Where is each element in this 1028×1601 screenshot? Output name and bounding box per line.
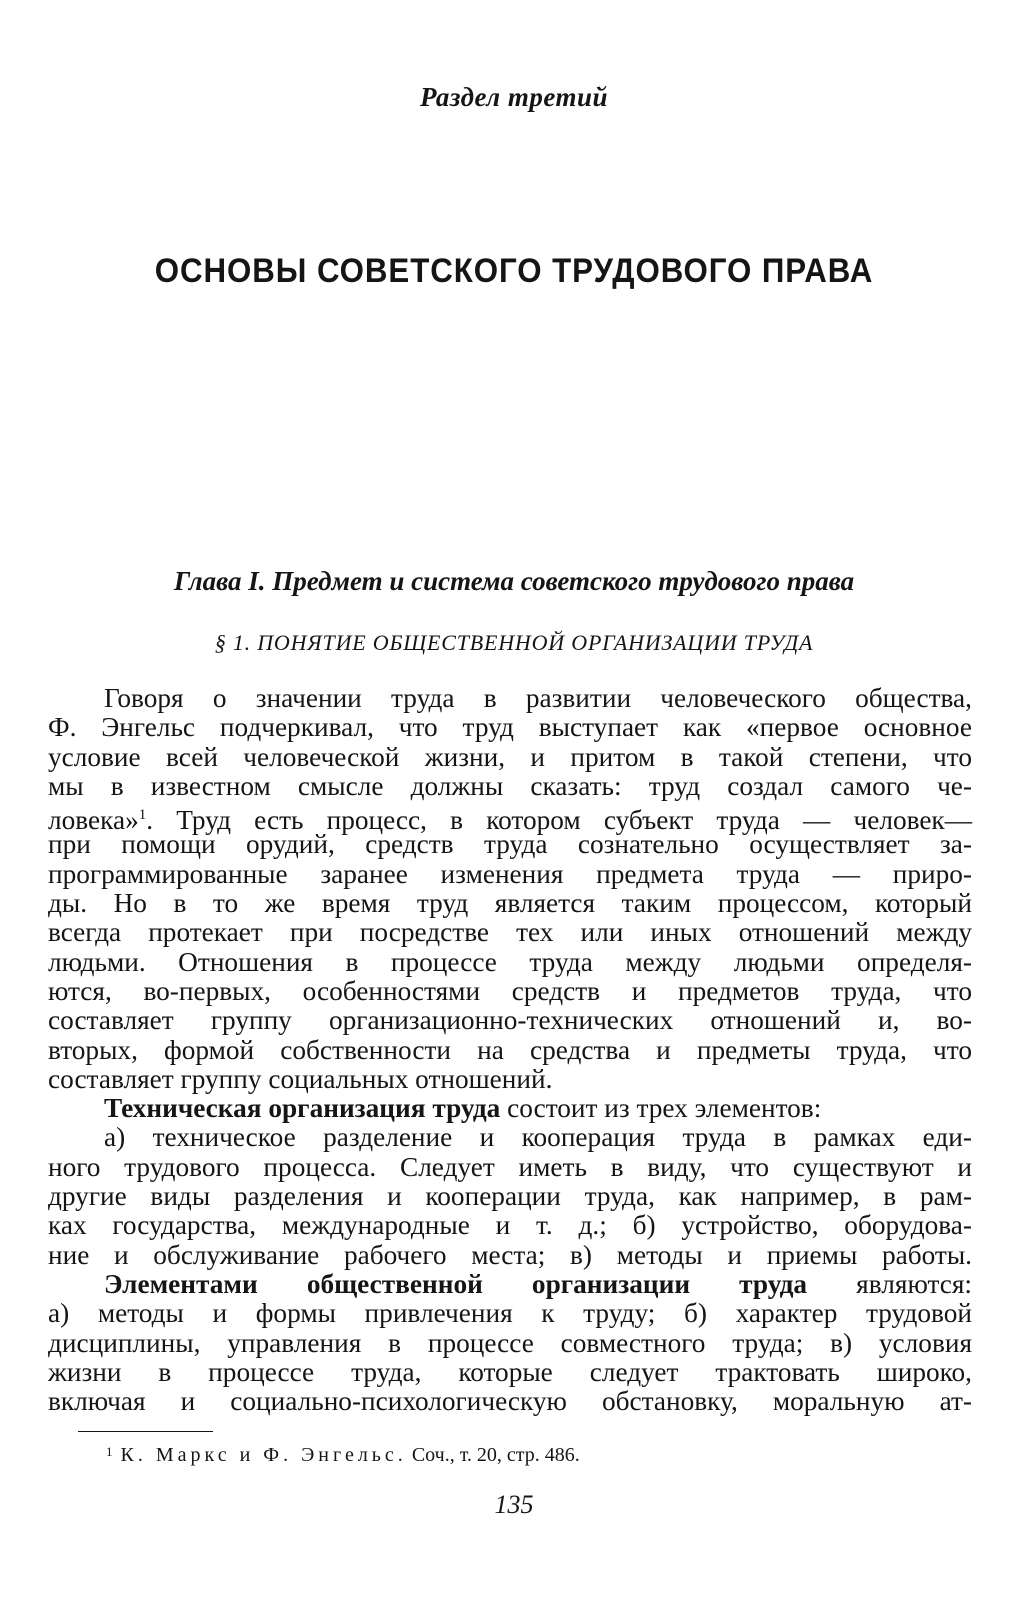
text-line: ного трудового процесса. Следует иметь в виду, что существуют и (48, 1151, 972, 1182)
text-line: а) техническое разделение и кооперация труда в рамках еди- (104, 1122, 972, 1153)
bold-term: Техническая организация труда (104, 1093, 501, 1124)
part-title: ОСНОВЫ СОВЕТСКОГО ТРУДОВОГО ПРАВА (154, 252, 874, 290)
text-line: при помощи орудий, средств труда сознательно осуществляет за- (48, 829, 972, 860)
page-number: 135 (494, 1490, 534, 1519)
text-line: включая и социально-психологическую обстановку, моральную ат- (48, 1386, 972, 1417)
text-line: ды. Но в то же время труд является таким процессом, который (48, 888, 972, 919)
text-line (48, 1094, 972, 1123)
text-line: людьми. Отношения в процессе труда между людьми определя- (48, 946, 972, 977)
footnote-divider (78, 1431, 213, 1432)
text-line: Говоря о значении труда в развитии человеческого общества, (104, 683, 972, 713)
chapter-title: Глава I. Предмет и система советского трудового права (173, 566, 855, 596)
text-line (48, 1270, 972, 1299)
text-fragment: ловека» (48, 805, 139, 836)
section-label: Раздел третий (419, 82, 609, 112)
text-line: ются, во-первых, особенностями средств и предметов труда, что (48, 975, 972, 1006)
text-line: а) методы и формы привлечения к труду; б) характер трудовой (48, 1298, 972, 1329)
text-line: ние и обслуживание рабочего места; в) методы и приемы работы. (48, 1239, 972, 1270)
text-fragment: состоит из трех элементов: (500, 1093, 822, 1124)
footnote-reference: 1 (138, 807, 147, 824)
paragraph-title: § 1. ПОНЯТИЕ ОБЩЕСТВЕННОЙ ОРГАНИЗАЦИИ ТРУДА (214, 630, 814, 655)
text-line: ках государства, международные и т. д.; б) устройство, оборудова- (48, 1210, 972, 1241)
text-line (48, 801, 972, 836)
text-line: Ф. Энгельс подчеркивал, что труд выступает как «первое основное (48, 712, 972, 743)
text-line: другие виды разделения и кооперации труда, как например, в рам- (48, 1181, 972, 1212)
body-text (48, 684, 972, 1416)
text-line: мы в известном смысле должны сказать: труд создал самого че- (48, 770, 972, 801)
text-line: всегда протекает при посредстве тех или иных отношений между (48, 917, 972, 948)
text-line: вторых, формой собственности на средства и предметы труда, что (48, 1034, 972, 1065)
text-line: дисциплины, управления в процессе совместного труда; в) условия (48, 1327, 972, 1358)
footnote (106, 1444, 580, 1467)
bold-term: Элементами общественной организации труда (104, 1268, 808, 1299)
text-fragment: являются: (807, 1268, 972, 1299)
text-line: составляет группу организационно-технических отношений и, во- (48, 1005, 972, 1036)
text-line: жизни в процессе труда, которые следует трактовать широко, (48, 1356, 972, 1387)
text-line: условие всей человеческой жизни, и притом в такой степени, что (48, 741, 972, 772)
footnote-source: Соч., т. 20, стр. 486. (406, 1444, 580, 1466)
footnote-marker: 1 (106, 1444, 113, 1459)
text-line: составляет группу социальных отношений. (48, 1063, 553, 1094)
text-fragment: . Труд есть процесс, в котором субъект труда — человек— (146, 805, 972, 836)
text-line: программированные заранее изменения предмета труда — приро- (48, 858, 972, 889)
footnote-author: К. Маркс и Ф. Энгельс. (120, 1444, 407, 1466)
